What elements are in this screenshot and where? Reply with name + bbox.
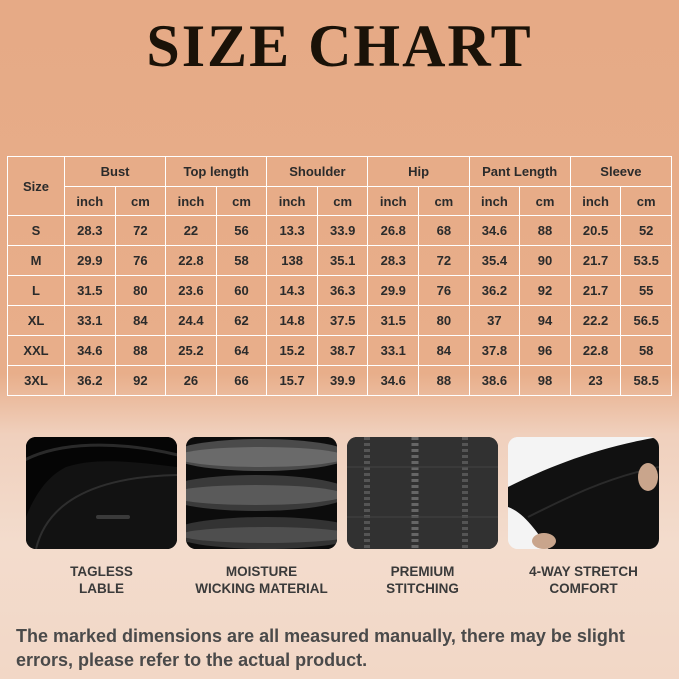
group-header-sleeve: Sleeve: [570, 157, 671, 187]
table-row: [8, 216, 672, 246]
measurement-cell: 37.5: [317, 306, 368, 336]
unit-header: inch: [368, 187, 419, 216]
unit-header: inch: [267, 187, 318, 216]
measurement-cell: 15.2: [267, 336, 318, 366]
measurement-cell: 84: [419, 336, 470, 366]
unit-header: inch: [166, 187, 217, 216]
measurement-cell: 29.9: [368, 276, 419, 306]
measurement-cell: 90: [520, 246, 571, 276]
unit-header: cm: [419, 187, 470, 216]
measurement-cell: 55: [621, 276, 672, 306]
feature-premium-stitching: [347, 437, 498, 597]
table-unit-header-row: [8, 187, 672, 216]
size-label-cell: L: [8, 276, 65, 306]
feature-label: TAGLESS LABLE: [70, 564, 133, 596]
feature-label: MOISTURE WICKING MATERIAL: [195, 564, 328, 596]
measurement-cell: 92: [115, 366, 166, 396]
group-header-top-length: Top length: [166, 157, 267, 187]
stretch-fabric-photo: [508, 437, 659, 549]
unit-header: inch: [570, 187, 621, 216]
page-title: SIZE CHART: [146, 13, 533, 79]
size-label-cell: XXL: [8, 336, 65, 366]
measurement-cell: 96: [520, 336, 571, 366]
measurement-cell: 22.8: [166, 246, 217, 276]
measurement-cell: 66: [216, 366, 267, 396]
size-label-cell: 3XL: [8, 366, 65, 396]
measurement-cell: 38.6: [469, 366, 520, 396]
measurement-cell: 29.9: [65, 246, 116, 276]
measurement-cell: 58.5: [621, 366, 672, 396]
disclaimer-note: The marked dimensions are all measured manually, there may be slight errors, please refer to the actual product.: [16, 626, 625, 670]
unit-header: inch: [65, 187, 116, 216]
size-table: [7, 156, 672, 396]
table-row: [8, 276, 672, 306]
table-row: [8, 336, 672, 366]
measurement-cell: 21.7: [570, 276, 621, 306]
table-row: [8, 366, 672, 396]
unit-header: cm: [216, 187, 267, 216]
measurement-cell: 52: [621, 216, 672, 246]
measurement-cell: 26.8: [368, 216, 419, 246]
group-header-pant-length: Pant Length: [469, 157, 570, 187]
measurement-cell: 25.2: [166, 336, 217, 366]
measurement-cell: 39.9: [317, 366, 368, 396]
feature-label: PREMIUM STITCHING: [386, 564, 459, 596]
feature-tagless: [26, 437, 177, 597]
measurement-cell: 33.1: [368, 336, 419, 366]
measurement-cell: 88: [520, 216, 571, 246]
measurement-cell: 28.3: [65, 216, 116, 246]
measurement-cell: 58: [621, 336, 672, 366]
size-label-cell: XL: [8, 306, 65, 336]
size-table-body: [8, 216, 672, 396]
unit-header: cm: [115, 187, 166, 216]
feature-label: 4-WAY STRETCH COMFORT: [529, 564, 638, 596]
measurement-cell: 35.1: [317, 246, 368, 276]
table-row: [8, 246, 672, 276]
unit-header: cm: [621, 187, 672, 216]
measurement-cell: 34.6: [368, 366, 419, 396]
measurement-cell: 88: [419, 366, 470, 396]
measurement-cell: 56: [216, 216, 267, 246]
measurement-cell: 36.2: [65, 366, 116, 396]
measurement-cell: 15.7: [267, 366, 318, 396]
measurement-cell: 21.7: [570, 246, 621, 276]
measurement-cell: 22: [166, 216, 217, 246]
measurement-cell: 34.6: [469, 216, 520, 246]
measurement-cell: 94: [520, 306, 571, 336]
measurement-cell: 22.8: [570, 336, 621, 366]
measurement-cell: 36.2: [469, 276, 520, 306]
measurement-cell: 31.5: [65, 276, 116, 306]
measurement-cell: 14.8: [267, 306, 318, 336]
measurement-cell: 23.6: [166, 276, 217, 306]
measurement-cell: 33.9: [317, 216, 368, 246]
measurement-cell: 56.5: [621, 306, 672, 336]
fabric-folds-photo: [186, 437, 337, 549]
measurement-cell: 26: [166, 366, 217, 396]
measurement-cell: 138: [267, 246, 318, 276]
measurement-cell: 14.3: [267, 276, 318, 306]
measurement-cell: 38.7: [317, 336, 368, 366]
measurement-cell: 20.5: [570, 216, 621, 246]
measurement-cell: 36.3: [317, 276, 368, 306]
measurement-cell: 34.6: [65, 336, 116, 366]
size-label-cell: M: [8, 246, 65, 276]
measurement-cell: 28.3: [368, 246, 419, 276]
measurement-cell: 24.4: [166, 306, 217, 336]
size-column-header: Size: [8, 157, 65, 216]
group-header-shoulder: Shoulder: [267, 157, 368, 187]
measurement-cell: 37.8: [469, 336, 520, 366]
measurement-cell: 31.5: [368, 306, 419, 336]
measurement-cell: 35.4: [469, 246, 520, 276]
measurement-cell: 68: [419, 216, 470, 246]
size-label-cell: S: [8, 216, 65, 246]
measurement-cell: 64: [216, 336, 267, 366]
measurement-cell: 37: [469, 306, 520, 336]
unit-header: inch: [469, 187, 520, 216]
measurement-cell: 13.3: [267, 216, 318, 246]
measurement-cell: 72: [115, 216, 166, 246]
measurement-cell: 33.1: [65, 306, 116, 336]
measurement-cell: 53.5: [621, 246, 672, 276]
table-group-header-row: [8, 157, 672, 187]
measurement-cell: 88: [115, 336, 166, 366]
tagless-collar-photo: [26, 437, 177, 549]
measurement-cell: 76: [419, 276, 470, 306]
measurement-cell: 84: [115, 306, 166, 336]
feature-4-way-stretch: [508, 437, 659, 597]
measurement-cell: 80: [115, 276, 166, 306]
feature-strip: [0, 437, 679, 597]
stitching-photo: [347, 437, 498, 549]
measurement-cell: 76: [115, 246, 166, 276]
unit-header: cm: [520, 187, 571, 216]
measurement-cell: 98: [520, 366, 571, 396]
unit-header: cm: [317, 187, 368, 216]
measurement-cell: 60: [216, 276, 267, 306]
measurement-cell: 23: [570, 366, 621, 396]
table-row: [8, 306, 672, 336]
group-header-bust: Bust: [65, 157, 166, 187]
measurement-cell: 80: [419, 306, 470, 336]
measurement-cell: 92: [520, 276, 571, 306]
group-header-hip: Hip: [368, 157, 469, 187]
measurement-cell: 62: [216, 306, 267, 336]
measurement-cell: 72: [419, 246, 470, 276]
measurement-cell: 58: [216, 246, 267, 276]
measurement-cell: 22.2: [570, 306, 621, 336]
feature-moisture-wicking: [186, 437, 337, 597]
